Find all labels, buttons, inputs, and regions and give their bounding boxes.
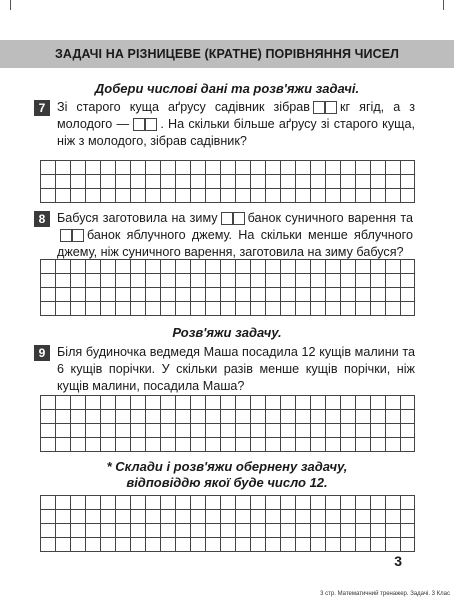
digit-box[interactable] bbox=[221, 212, 233, 225]
task-8-part3: банок яблучного джему. На скільки менше яблучного джему, ніж суничного варення, заготовила на зиму бабуся? bbox=[57, 228, 413, 259]
page-number: 3 bbox=[394, 553, 402, 569]
digit-box[interactable] bbox=[233, 212, 245, 225]
task-8-part1: Бабуся заготовила на зиму bbox=[57, 211, 218, 225]
digit-box[interactable] bbox=[60, 229, 72, 242]
digit-box[interactable] bbox=[72, 229, 84, 242]
task-number-badge: 8 bbox=[34, 211, 50, 227]
instruction-fill-and-solve: Добери числові дані та розв'яжи задачі. bbox=[94, 81, 360, 96]
task-9-answer-grid[interactable] bbox=[40, 395, 415, 452]
crop-mark-top-right bbox=[443, 0, 454, 10]
section-title: ЗАДАЧІ НА РІЗНИЦЕВЕ (КРАТНЕ) ПОРІВНЯННЯ ЧИСЕЛ bbox=[54, 47, 400, 61]
task-7-part1: Зі старого куща аґрусу садівник зібрав bbox=[57, 100, 310, 114]
task-number-badge: 7 bbox=[34, 100, 50, 116]
task-9-text: Біля будиночка ведмедя Маша посадила 12 кущів малини та 6 кущів порічки. У скільки разів менше кущів порічки, ніж кущів малини, посадила Маша? bbox=[57, 345, 415, 393]
instruction-inverse-line2: відповіддю якої буде число 12. bbox=[126, 475, 328, 490]
instruction-solve: Розв'яжи задачу. bbox=[172, 325, 282, 340]
answer-box-pair[interactable] bbox=[60, 227, 84, 244]
instruction-inverse-line1: * Склади і розв'яжи обернену задачу, bbox=[106, 459, 348, 474]
digit-box[interactable] bbox=[145, 118, 157, 131]
inverse-task-answer-grid[interactable] bbox=[40, 495, 415, 552]
digit-box[interactable] bbox=[325, 101, 337, 114]
footer-text: 3 стр. Математичний тренажер. Задачі. 3 Клас bbox=[320, 591, 450, 597]
task-8-text bbox=[57, 210, 413, 261]
digit-box[interactable] bbox=[133, 118, 145, 131]
task-7-text bbox=[57, 99, 415, 150]
task-7-part3: . На скільки більше аґрусу зі старого куща, ніж з молодого, зібрав садівник? bbox=[57, 117, 415, 148]
answer-box-pair[interactable] bbox=[133, 116, 157, 133]
task-7-answer-grid[interactable] bbox=[40, 160, 415, 203]
task-number-badge: 9 bbox=[34, 345, 50, 361]
answer-box-pair[interactable] bbox=[221, 210, 245, 227]
answer-box-pair[interactable] bbox=[313, 99, 337, 116]
digit-box[interactable] bbox=[313, 101, 325, 114]
task-8-part2: банок суничного варення та bbox=[247, 211, 413, 225]
crop-mark-top-left bbox=[0, 0, 11, 10]
section-header bbox=[0, 40, 454, 68]
task-8-answer-grid[interactable] bbox=[40, 259, 415, 316]
task-7-part2: кг ягід, а з молодого — bbox=[57, 100, 416, 131]
